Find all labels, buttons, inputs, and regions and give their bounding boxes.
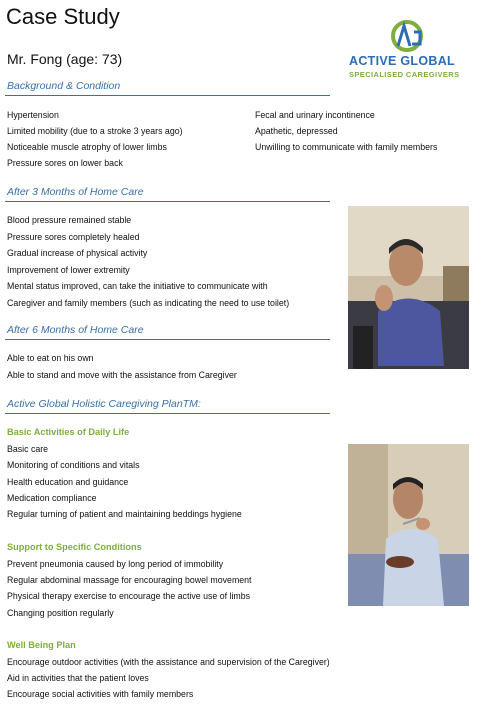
- list-item: Fecal and urinary incontinence: [255, 110, 375, 120]
- subheading-specific-conditions: Support to Specific Conditions: [7, 542, 142, 552]
- logo-text-primary: ACTIVE GLOBAL: [349, 54, 455, 68]
- list-item: Pressure sores completely healed: [7, 232, 140, 242]
- list-item: Prevent pneumonia caused by long period of immobility: [7, 559, 224, 569]
- list-item: Regular turning of patient and maintaining beddings hygiene: [7, 509, 242, 519]
- list-item: Pressure sores on lower back: [7, 158, 123, 168]
- list-item: Physical therapy exercise to encourage the active use of limbs: [7, 591, 251, 601]
- section-divider: [5, 201, 330, 202]
- patient-photo-2: [348, 444, 469, 606]
- section-heading-background: Background & Condition: [7, 80, 121, 92]
- logo-text-secondary: SPECIALISED CAREGIVERS: [349, 70, 460, 79]
- list-item: Able to eat on his own: [7, 353, 94, 363]
- section-heading-after-6-months: After 6 Months of Home Care: [7, 324, 144, 336]
- page-title: Case Study: [6, 4, 120, 29]
- section-heading-after-3-months: After 3 Months of Home Care: [7, 186, 144, 198]
- subheading-well-being: Well Being Plan: [7, 640, 76, 650]
- list-item: Apathetic, depressed: [255, 126, 338, 136]
- section-divider: [5, 339, 330, 340]
- list-item: Blood pressure remained stable: [7, 215, 132, 225]
- section-divider: [5, 95, 330, 96]
- list-item: Medication compliance: [7, 493, 97, 503]
- patient-name: Mr. Fong (age: 73): [7, 51, 123, 67]
- subheading-basic-activities: Basic Activities of Daily Life: [7, 427, 130, 437]
- list-item: Hypertension: [7, 110, 59, 120]
- list-item: Noticeable muscle atrophy of lower limbs: [7, 142, 167, 152]
- list-item: Health education and guidance: [7, 477, 129, 487]
- list-item: Aid in activities that the patient loves: [7, 673, 149, 683]
- list-item: Limited mobility (due to a stroke 3 years ago): [7, 126, 183, 136]
- patient-photo-1: [348, 206, 469, 369]
- list-item: Unwilling to communicate with family members: [255, 142, 438, 152]
- patient-photo-gesturing: [348, 206, 469, 369]
- list-item: Monitoring of conditions and vitals: [7, 460, 140, 470]
- list-item: Caregiver and family members (such as indicating the need to use toilet): [7, 298, 290, 308]
- list-item: Changing position regularly: [7, 608, 114, 618]
- section-heading-caregiving-plan: Active Global Holistic Caregiving PlanTM:: [7, 398, 201, 410]
- list-item: Encourage outdoor activities (with the assistance and supervision of the Caregiver): [7, 657, 330, 667]
- list-item: Gradual increase of physical activity: [7, 248, 148, 258]
- list-item: Encourage social activities with family members: [7, 689, 194, 699]
- section-divider: [5, 413, 330, 414]
- list-item: Improvement of lower extremity: [7, 265, 130, 275]
- patient-photo-eating: [348, 444, 469, 606]
- list-item: Regular abdominal massage for encouraging bowel movement: [7, 575, 252, 585]
- list-item: Mental status improved, can take the initiative to communicate with: [7, 281, 268, 291]
- list-item: Able to stand and move with the assistance from Caregiver: [7, 370, 237, 380]
- list-item: Basic care: [7, 444, 49, 454]
